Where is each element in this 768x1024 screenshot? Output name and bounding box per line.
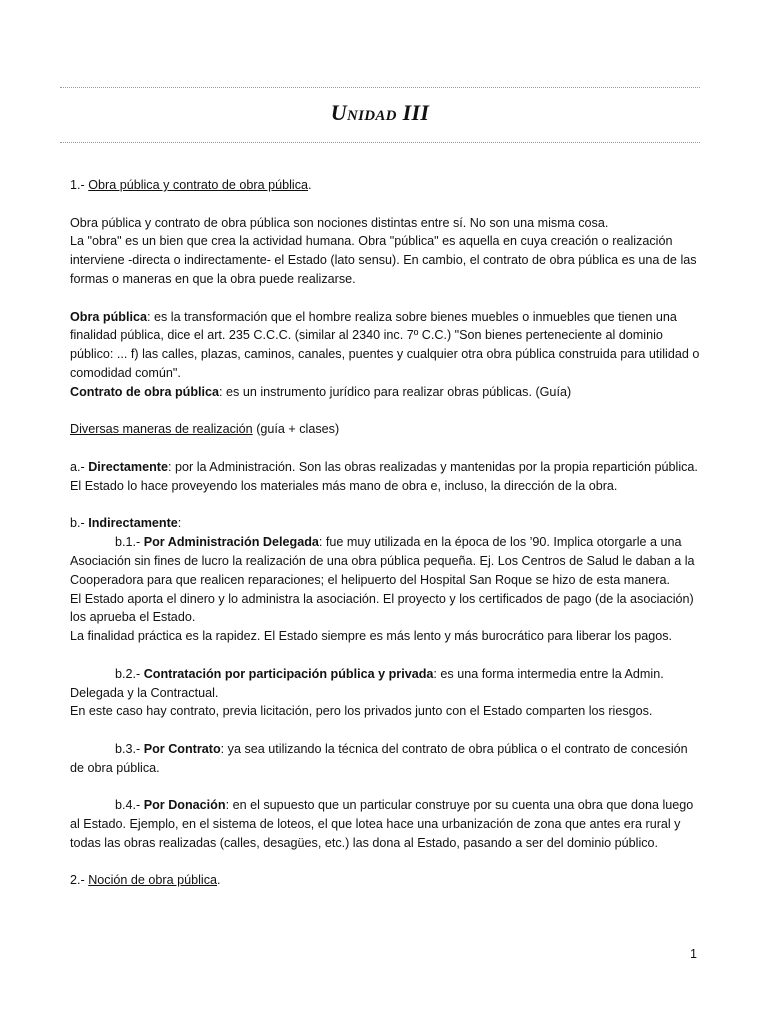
- section-1-heading: [70, 176, 700, 195]
- section-title: Noción de obra pública: [88, 873, 218, 888]
- item-prefix: b.2.-: [115, 666, 144, 681]
- item-b1-line-3: La finalidad práctica es la rapidez. El Estado siempre es más lento y más burocrático para liberar los pagos.: [70, 629, 673, 644]
- item-text: : en el supuesto que un particular construye por su cuenta una obra que dona luego al Estado. Ejemplo, en el sistema de loteos, el que lotea hace una urbanización de zona que antes era rural y todas las obras realizadas (calles, desagües, etc.) las dona al Estado, pasando a ser del dominio público.: [70, 798, 694, 850]
- subheading: Diversas maneras de realización: [70, 422, 253, 437]
- term-label: Obra pública: [70, 309, 147, 324]
- item-text: : ya sea utilizando la técnica del contrato de obra pública o el contrato de concesión de obra pública.: [70, 741, 688, 775]
- item-label: Por Contrato: [143, 741, 221, 756]
- item-suffix: :: [177, 516, 182, 531]
- page-number: 1: [690, 947, 698, 961]
- item-label: Por Administración Delegada: [143, 535, 319, 550]
- obra-publica-definition: [70, 308, 700, 383]
- page-title: Unidad III: [330, 100, 430, 125]
- item-label: Directamente: [88, 459, 168, 474]
- contrato-definition: [70, 383, 700, 402]
- item-b1: [70, 533, 700, 589]
- item-text: : es una forma intermedia entre la Admin. Delegada y la Contractual.: [70, 666, 664, 700]
- item-prefix: b.3.-: [115, 741, 144, 756]
- item-a: [70, 458, 700, 496]
- intro-line-1: Obra pública y contrato de obra pública son nociones distintas entre sí. No son una misma cosa.: [70, 215, 609, 230]
- term-text: : es un instrumento jurídico para realizar obras públicas. (Guía): [219, 384, 572, 399]
- title-block: [60, 87, 700, 143]
- item-prefix: a.-: [70, 459, 89, 474]
- item-b2: [70, 665, 700, 703]
- section-number: 2.-: [70, 873, 89, 888]
- item-prefix: b.1.-: [115, 535, 144, 550]
- item-b4: [70, 796, 700, 852]
- item-label: Por Donación: [143, 798, 226, 813]
- section-number: 1.-: [70, 178, 89, 192]
- section-suffix: .: [217, 873, 221, 888]
- diversas-heading: [70, 420, 700, 439]
- item-b2-line-2: En este caso hay contrato, previa licitación, pero los privados junto con el Estado comparten los riesgos.: [70, 704, 653, 719]
- item-text: : por la Administración. Son las obras realizadas y mantenidas por la propia repartición pública. El Estado lo hace proveyendo los materiales más mano de obra e, incluso, la dirección de la obra.: [70, 459, 698, 493]
- section-title: Obra pública y contrato de obra pública: [88, 178, 309, 192]
- term-label: Contrato de obra pública: [70, 384, 220, 399]
- item-text: : fue muy utilizada en la época de los ’90. Implica otorgarle a una Asociación sin fines de lucro la realización de una obra pública pequeña. Ej. Los Centros de Salud le daban a la Cooperadora para que realicen reparaciones; el helipuerto del Hospital San Roque se hizo de esta manera.: [70, 535, 695, 587]
- section-2-heading: [70, 871, 700, 890]
- term-text: : es la transformación que el hombre realiza sobre bienes muebles o inmuebles que tienen una finalidad pública, dice el art. 235 C.C.C. (similar al 2340 inc. 7º C.C.) "Son bienes perteneciente al dominio público: ... f) las calles, plazas, caminos, canales, puentes y cualquier otra obra pública construida para utilidad o comodidad común".: [70, 309, 700, 380]
- item-prefix: b.4.-: [115, 798, 144, 813]
- item-b3: [70, 740, 700, 778]
- intro-paragraph: La "obra" es un bien que crea la actividad humana. Obra "pública" es aquella en cuya creación o realización interviene -directa o indirectamente- el Estado (lato sensu). En cambio, el contrato de obra pública es una de las formas o maneras en que la obra puede realizarse.: [70, 234, 697, 286]
- item-label: Indirectamente: [88, 516, 178, 531]
- item-label: Contratación por participación pública y privada: [143, 666, 434, 681]
- section-suffix: .: [308, 178, 312, 192]
- item-b1-line-2: El Estado aporta el dinero y lo administra la asociación. El proyecto y los certificados de pago (de la asociación) los aprueba el Estado.: [70, 591, 694, 625]
- item-b: [70, 514, 700, 533]
- item-prefix: b.-: [70, 516, 89, 531]
- subheading-suffix: (guía + clases): [252, 422, 340, 437]
- document-body: [70, 176, 700, 890]
